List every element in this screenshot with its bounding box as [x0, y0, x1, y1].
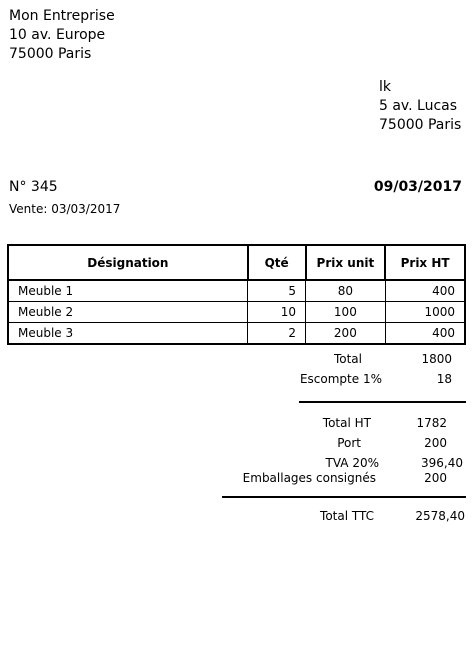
cell-unit-price: 80 [306, 280, 386, 302]
cell-unit-price: 200 [306, 323, 386, 345]
total-label: Total [333, 352, 362, 366]
total-value: 1800 [421, 352, 452, 366]
port-label: Port [337, 436, 361, 450]
cell-designation: Meuble 3 [8, 323, 248, 345]
total-ttc-label: Total TTC [320, 509, 374, 523]
total-ht-label: Total HT [322, 416, 371, 430]
sender-address [9, 7, 115, 64]
table-row [8, 323, 465, 345]
cell-designation: Meuble 2 [8, 302, 248, 323]
sale-date: Vente: 03/03/2017 [9, 202, 121, 216]
recipient-name: lk [379, 79, 391, 95]
port-value: 200 [424, 436, 447, 450]
items-table [7, 244, 466, 345]
total-ht-value: 1782 [416, 416, 447, 430]
recipient-address [379, 78, 461, 135]
sender-name: Mon Entreprise [9, 8, 115, 24]
table-row [8, 302, 465, 323]
table-header-row [8, 245, 465, 280]
cell-price-ht: 400 [385, 323, 465, 345]
divider-line [299, 401, 466, 403]
header-price-ht: Prix HT [385, 245, 465, 280]
cell-quantity: 10 [248, 302, 306, 323]
tva-label: TVA 20% [325, 456, 379, 470]
discount-value: 18 [436, 372, 452, 386]
cell-unit-price: 100 [306, 302, 386, 323]
total-ttc-value: 2578,40 [415, 509, 465, 523]
cell-quantity: 2 [248, 323, 306, 345]
sender-street: 10 av. Europe [9, 27, 106, 43]
cell-price-ht: 1000 [385, 302, 465, 323]
cell-designation: Meuble 1 [8, 280, 248, 302]
recipient-street: 5 av. Lucas [379, 98, 458, 114]
cell-quantity: 5 [248, 280, 306, 302]
header-designation: Désignation [8, 245, 248, 280]
header-unit-price: Prix unit [306, 245, 386, 280]
divider-line [222, 496, 466, 498]
packaging-value: 200 [424, 471, 447, 485]
tva-value: 396,40 [421, 456, 463, 470]
sender-city: 75000 Paris [9, 46, 92, 62]
invoice-number: N° 345 [9, 179, 58, 195]
invoice-date: 09/03/2017 [373, 179, 462, 195]
packaging-label: Emballages consignés [242, 471, 376, 485]
discount-label: Escompte 1% [299, 372, 382, 386]
recipient-city: 75000 Paris [379, 117, 462, 133]
cell-price-ht: 400 [385, 280, 465, 302]
table-row [8, 280, 465, 302]
header-quantity: Qté [248, 245, 306, 280]
